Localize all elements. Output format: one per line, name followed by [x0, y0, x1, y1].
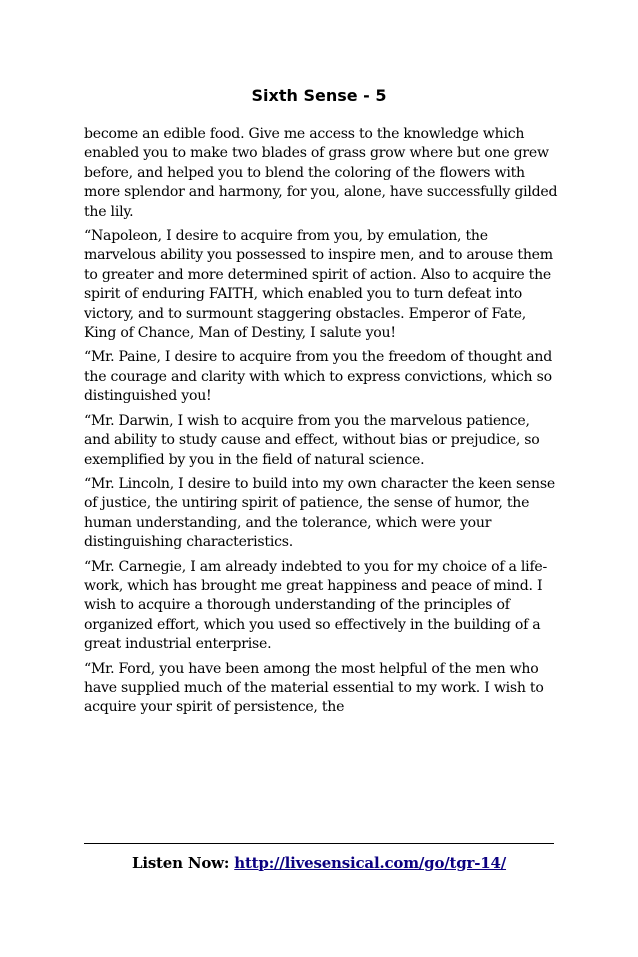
- body-text: [84, 125, 558, 723]
- page-title: Sixth Sense - 5: [251, 86, 387, 105]
- footer-link[interactable]: http://livesensical.com/go/tgr-14/: [234, 854, 507, 872]
- paragraph-6: “Mr. Carnegie, I am already indebted to you for my choice of a life-work, which has brought me great happiness and peace of mind. I wish to acquire a thorough understanding of the principles of organized effort, which you used so effectively in the building of a great industrial enterprise.: [84, 558, 548, 653]
- paragraph-7: “Mr. Ford, you have been among the most helpful of the men who have supplied much of the material essential to my work. I wish to acquire your spirit of persistence, the: [84, 660, 544, 716]
- paragraph-3: “Mr. Paine, I desire to acquire from you the freedom of thought and the courage and clarity with which to express convictions, which so distinguished you!: [84, 349, 553, 405]
- paragraph-2: “Napoleon, I desire to acquire from you, by emulation, the marvelous ability you possessed to inspire men, and to arouse them to greater and more determined spirit of action. Also to acquire the spirit of enduring FAITH, which enabled you to turn defeat into victory, and to surmount staggering obstacles. Emperor of Fate, King of Chance, Man of Destiny, I salute you!: [84, 228, 553, 342]
- paragraph-4: “Mr. Darwin, I wish to acquire from you the marvelous patience, and ability to study cause and effect, without bias or prejudice, so exemplified by you in the field of natural science.: [84, 412, 540, 468]
- footer: [0, 852, 638, 874]
- footer-label: Listen Now:: [131, 854, 235, 872]
- footer-divider: [84, 843, 554, 844]
- paragraph-1: become an edible food. Give me access to the knowledge which enabled you to make two blades of grass grow where but one grew before, and helped you to blend the coloring of the flowers with more splendor and harmony, for you, alone, have successfully gilded the lily.: [84, 126, 558, 220]
- paragraph-5: “Mr. Lincoln, I desire to build into my own character the keen sense of justice, the untiring spirit of patience, the sense of humor, the human understanding, and the tolerance, which were your distinguishing characteristics.: [84, 475, 555, 551]
